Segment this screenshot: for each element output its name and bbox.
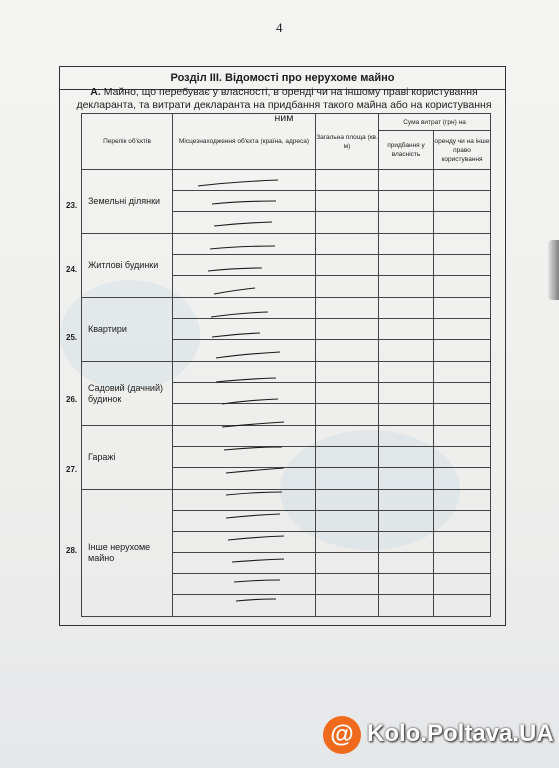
row-number: 24. [66, 265, 78, 274]
dash-mark [212, 333, 260, 337]
dash-mark [216, 378, 276, 382]
col-header-rent: оренду чи на інше право користування [434, 131, 491, 170]
dash-mark [198, 180, 278, 186]
dash-mark [216, 352, 280, 358]
row-label-houses: Житлові будинки [82, 234, 173, 298]
dash-mark [214, 222, 272, 226]
row-label-other: Інше нерухоме майно [82, 490, 173, 617]
dash-mark [210, 246, 275, 249]
row-number: 25. [66, 333, 78, 342]
dash-mark [226, 514, 280, 518]
watermark-text: Kolo.Poltava.UA [367, 720, 554, 747]
dash-mark [212, 201, 276, 204]
dash-mark [228, 536, 284, 540]
row-label-land: Земельні ділянки [82, 170, 173, 234]
dash-mark [226, 492, 282, 495]
subtitle-letter: А. [90, 86, 101, 98]
row-label-garages: Гаражі [82, 426, 173, 490]
row-number: 26. [66, 395, 78, 404]
dash-mark [222, 422, 284, 427]
row-number: 27. [66, 465, 78, 474]
row-number: 28. [66, 546, 78, 555]
watermark-logo [323, 714, 553, 756]
col-header-objects: Перелік об'єктів [82, 114, 173, 170]
col-header-ownership: придбання у власність [379, 131, 434, 170]
subtitle-text: Майно, що перебуває у власності, в оренді чи на іншому праві користування декларанта, та витрати декларанта на придбання такого майна або на користування ним [76, 86, 492, 124]
at-sign-icon: @ [323, 716, 361, 754]
dash-mark [214, 288, 255, 294]
dash-mark [208, 268, 262, 271]
col-header-location: Місцезнаходження об'єкта (країна, адреса) [173, 114, 316, 170]
dash-mark [234, 580, 280, 582]
row-label-garden-house: Садовий (дачний) будинок [82, 362, 173, 426]
row-number: 23. [66, 201, 78, 210]
dash-mark [226, 468, 284, 473]
col-header-expenses: Сума витрат (грн) на [379, 114, 491, 131]
dash-mark [224, 447, 282, 450]
dash-mark [236, 599, 276, 601]
section-title: Розділ III. Відомості про нерухоме майно [60, 67, 505, 90]
dash-mark [211, 312, 268, 317]
row-label-apartments: Квартири [82, 298, 173, 362]
dash-mark [232, 559, 284, 562]
col-header-area: Загальна площа (кв. м) [316, 114, 379, 170]
page-number: 4 [276, 20, 283, 35]
dash-mark [222, 399, 278, 404]
